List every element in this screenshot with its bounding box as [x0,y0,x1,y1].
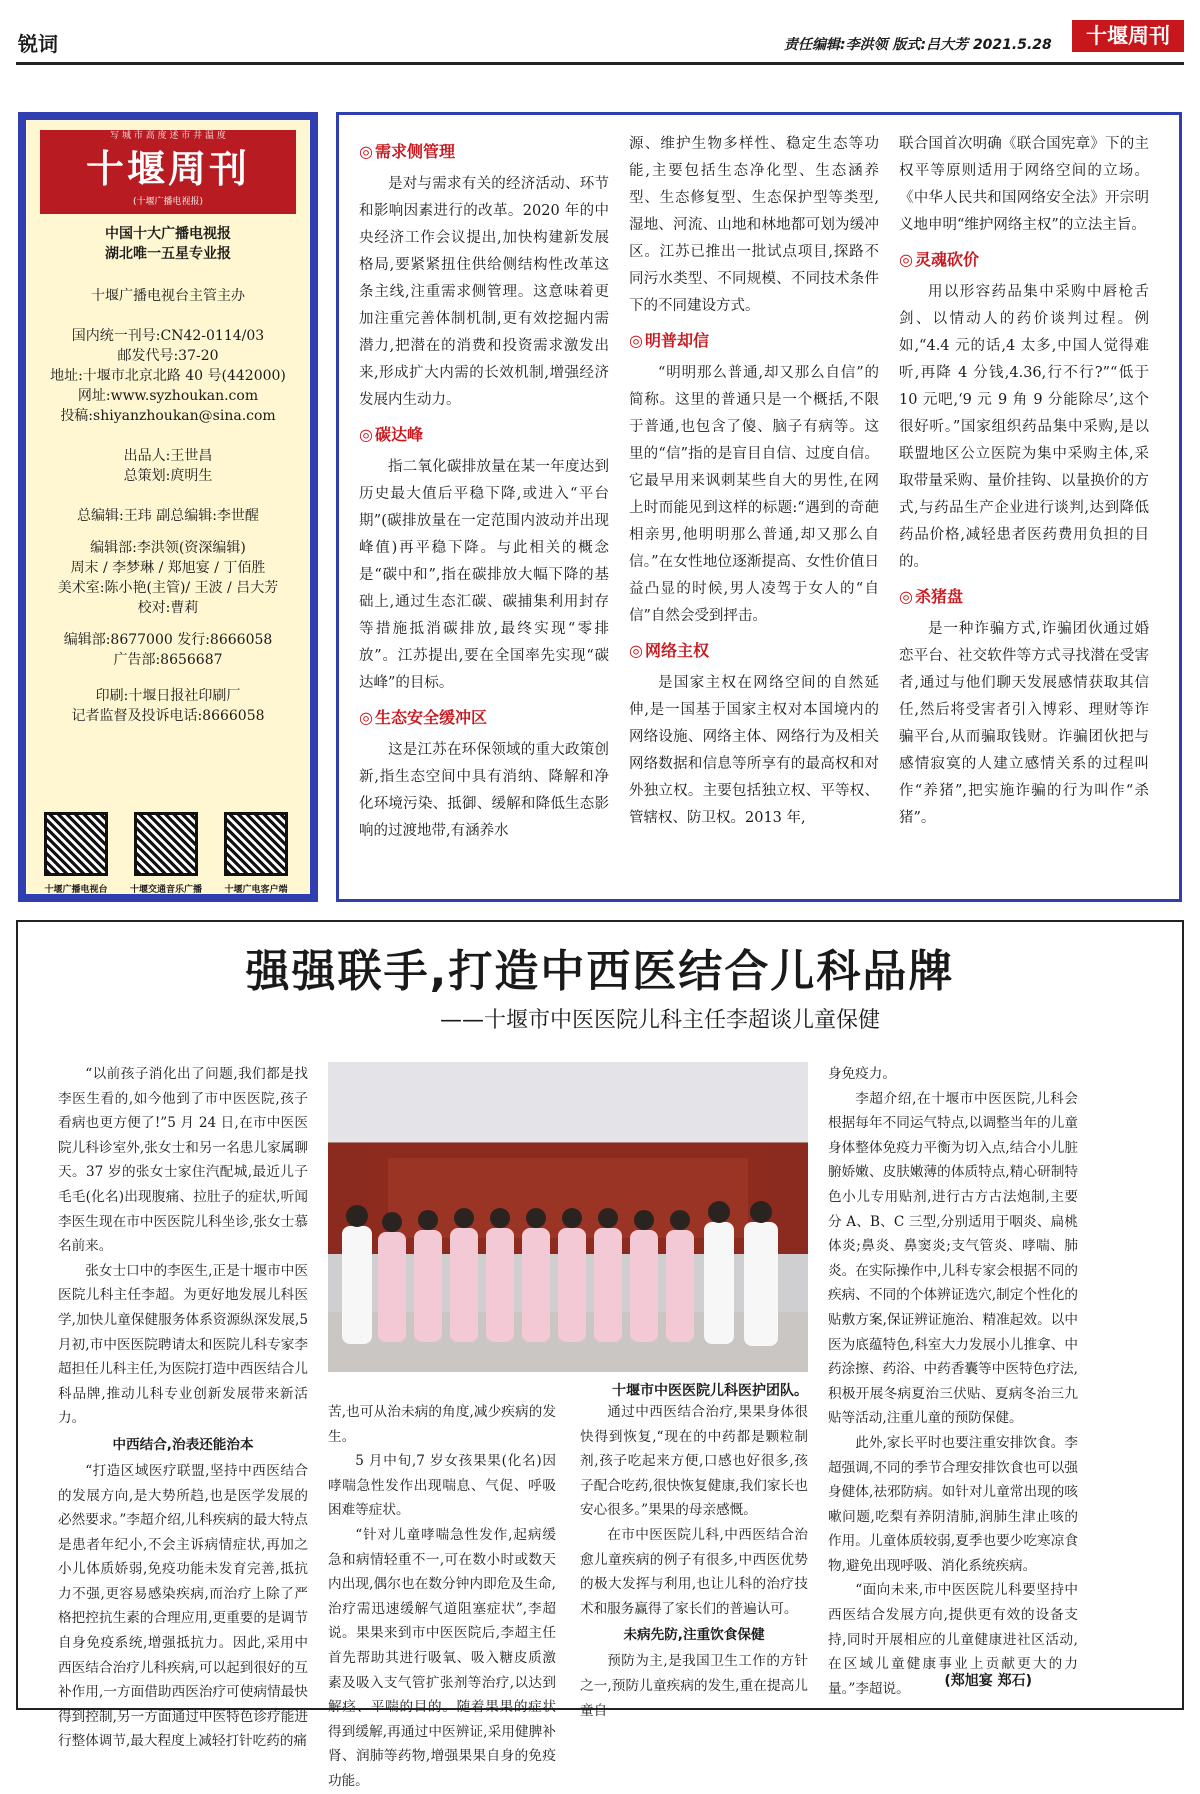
team-photo [328,1062,808,1372]
art-dept: 美术室:陈小艳(主管)/ 王波 / 吕大芳 [57,580,279,596]
article-column-2 [328,1400,556,1794]
address: 地址:十堰市北京北路 40 号(442000) [50,368,286,384]
term-definition: 指二氧化碳排放量在某一年度达到历史最大值后平稳下降,或进入“平台期”(碳排放量在一定范围内波动并出现峰值)再平稳下降。与此相关的概念是“碳中和”,指在碳排放大幅下降的基础上,通过生态汇碳、碳捕集利用封存等措施抵消碳排放,最终实现“零排放”。江苏提出,要在全国率先实现“碳达峰”的目标。 [359,459,609,691]
article-paragraph: 通过中西医结合治疗,果果身体很快得到恢复,“现在的中药都是颗粒制剂,孩子吃起来方便,口感也好很多,孩子配合吃药,很快恢复健康,我们家长也安心很多。”果果的母亲感慨。 [580,1404,808,1519]
term-definition: 这是江苏在环保领域的重大政策创新,指生态空间中具有消纳、降解和净化环境污染、抵御、缓解和降低生态影响的过渡地带,有涵养水 [359,742,609,839]
term-definition: 是一种诈骗方式,诈骗团伙通过婚恋平台、社交软件等方式寻找潜在受害者,通过与他们聊天发展感情获取其信任,然后将受害者引入博彩、理财等诈骗平台,从而骗取钱财。诈骗团伙把与感情寂寞的人建立感情关系的过程叫作“养猪”,把实施诈骗的行为叫作“杀猪”。 [899,621,1149,826]
term-heading: ◎ 明普却信 [629,324,879,358]
complaint-line: 记者监督及投诉电话:8666058 [71,708,265,724]
planner: 总策划:庹明生 [123,468,213,484]
website: 网址:www.syzhoukan.com [77,388,259,404]
term-definition: 联合国首次明确《联合国宪章》下的主权平等原则适用于网络空间的立场。《中华人民共和国网络安全法》开宗明义地申明“维护网络主权”的立法主旨。 [899,136,1149,233]
phone-line-2: 广告部:8656687 [113,652,223,668]
producer: 出品人:王世昌 [123,448,213,464]
qr-code-icon[interactable] [224,812,288,876]
chief-editors: 总编辑:王玮 副总编辑:李世醒 [77,508,259,524]
printer: 印刷:十堰日报社印刷厂 [95,688,241,704]
article-subtitle: ——十堰市中医医院儿科主任李超谈儿童保健 [439,1008,880,1033]
term-definition: 用以形容药品集中采购中唇枪舌剑、以情动人的药价谈判过程。例如,“4.4 元的话,4 太多,中国人觉得难听,再降 4 分钱,4.36,行不行?”“低于 10 元吧,‘9 元 9 角 9 分能除尽’,这个很好听。”国家组织药品集中采购,是以联盟地区公立医院为集中采购主体,采取带量采购、量价挂钩、以量换价的方式,与药品生产企业进行谈判,达到降低药品价格,减轻患者医药费用负担的目的。 [899,284,1149,570]
dept-editors: 编辑部:李洪领(资深编辑) [90,540,246,556]
logo-tagline: 写 城 市 高 度 述 市 井 温 度 [110,131,226,141]
term-heading: ◎ 碳达峰 [359,418,609,452]
article-column-1 [58,1062,308,1754]
article-paragraph: 身免疫力。 [828,1066,896,1082]
section-name: 锐词 [18,32,58,56]
article-paragraph: “打造区域医疗联盟,坚持中西医结合的发展方向,是大势所趋,也是医学发展的必然要求。”李超介绍,儿科疾病的最大特点是患者年纪小,不会主诉病情症状,再加之小儿体质娇弱,免疫功能未发育完善,抵抗力不强,更容易感染疾病,而治疗上除了严格把控抗生素的合理应用,更重要的是调节自身免疫系统,增强抵抗力。因此,采用中西医结合治疗儿科疾病,可以起到很好的互补作用,一方面借助西医治疗可使病情最快得到控制,另一方面通过中医特色诊疗能进行整体调节,最大程度上减轻打针吃药的痛 [58,1462,308,1750]
slogan-1: 中国十大广播电视报 [105,226,231,242]
term-heading: ◎ 杀猪盘 [899,580,1149,614]
cn-number: 国内统一刊号:CN42-0114/03 [71,328,265,344]
term-definition: 是国家主权在网络空间的自然延伸,是一国基于国家主权对本国境内的网络设施、网络主体、网络行为及相关网络数据和信息等所享有的最高权和对外独立权。主要包括独立权、平等权、管辖权、防卫权。2013 年, [629,675,879,826]
feature-article [16,920,1184,1789]
postal-code: 邮发代号:37-20 [117,348,219,364]
term-heading: ◎ 生态安全缓冲区 [359,701,609,735]
article-subheading: 中西结合,治表还能治本 [112,1436,254,1453]
masthead-logo [40,130,296,214]
article-paragraph: 预防为主,是我国卫生工作的方针之一,预防儿童疾病的发生,重在提高儿童自 [580,1653,808,1719]
term-definition: 源、维护生物多样性、稳定生态等功能,主要包括生态净化型、生态涵养型、生态修复型、生态保护型等类型,湿地、河流、山地和林地都可划为缓冲区。江苏已推出一批试点项目,探路不同污水类型、不同规模、不同技术条件下的不同建设方式。 [629,136,879,314]
logo-name: 十堰周刊 [85,147,250,191]
article-column-4 [828,1062,1078,1701]
article-byline: (郑旭宴 郑石) [944,1673,1032,1689]
article-paragraph: 张女士口中的李医生,正是十堰市中医医院儿科主任李超。为更好地发展儿科医学,加快儿童保健服务体系资源纵深发展,5 月初,市中医医院聘请太和医院儿科专家李超担任儿科主任,为医院打造中西医结合儿科品牌,推动儿科专业创新发展带来新活力。 [58,1262,308,1427]
header-logo: 十堰周刊 [1072,20,1184,52]
glossary-column-2 [629,131,879,832]
glossary-column-3 [899,131,1149,832]
article-paragraph: 5 月中旬,7 岁女孩果果(化名)因哮喘急性发作出现喘息、气促、呼吸困难等症状。 [328,1453,556,1519]
email: 投稿:shiyanzhoukan@sina.com [60,408,276,424]
article-paragraph: “面向未来,市中医医院儿科要坚持中西医结合发展方向,提供更有效的设备支持,同时开展相应的儿童健康进社区活动,在区域儿童健康事业上贡献更大的力量。”李超说。 [828,1582,1078,1697]
qr-label-2: 十堰交通音乐广播 [129,885,202,895]
slogan-2: 湖北唯一五星专业报 [105,246,231,262]
phone-line-1: 编辑部:8677000 发行:8666058 [63,632,273,648]
logo-subtitle: (十堰广播电视报) [132,197,204,207]
article-paragraph: 此外,家长平时也要注重安排饮食。李超强调,不同的季节合理安排饮食也可以强身健体,祛邪防病。如针对儿童常出现的咳嗽问题,吃梨有养阴清肺,润肺生津止咳的作用。儿童体质较弱,夏季也要少吃寒凉食物,避免出现呼吸、消化系统疾病。 [828,1434,1078,1574]
term-heading: ◎ 需求侧管理 [359,135,609,169]
sponsor: 十堰广播电视台主管主办 [91,288,245,304]
term-definition: 是对与需求有关的经济活动、环节和影响因素进行的改革。2020 年的中央经济工作会议提出,加快构建新发展格局,要紧紧扭住供给侧结构性改革这条主线,注重需求侧管理。这意味着更加注重完善体制机制,更有效挖掘内需潜力,把潜在的消费和投资需求激发出来,形成扩大内需的长效机制,增强经济发展内生动力。 [359,176,609,408]
article-paragraph: 在市中医医院儿科,中西医结合治愈儿童疾病的例子有很多,中西医优势的极大发挥与利用,也让儿科的治疗技术和服务赢得了家长们的普遍认可。 [580,1526,808,1617]
qr-label-3: 十堰广电客户端 [224,885,288,895]
masthead-panel [18,112,318,902]
dept-staff: 周末 / 李梦琳 / 郑旭宴 / 丁佰胜 [70,560,266,576]
article-paragraph: “以前孩子消化出了问题,我们都是找李医生看的,如今他到了市中医医院,孩子看病也更方便了!”5 月 24 日,在市中医医院儿科诊室外,张女士和另一名患儿家属聊天。37 岁的张女士家住汽配城,最近儿子毛毛(化名)出现腹痛、拉肚子的症状,听闻李医生现在市中医医院儿科坐诊,张女士慕名前来。 [58,1066,308,1255]
article-paragraph: 苦,也可从治未病的角度,减少疾病的发生。 [328,1404,556,1445]
glossary-box [336,112,1182,902]
qr-code-icon[interactable] [44,812,108,876]
term-heading: ◎ 网络主权 [629,634,879,668]
term-heading: ◎ 灵魂砍价 [899,243,1149,277]
team-photo-illustration [328,1062,808,1372]
article-subheading: 未病先防,注重饮食保健 [623,1627,765,1644]
article-title: 强强联手,打造中西医结合儿科品牌 [245,946,955,997]
header-rule [16,62,1184,65]
qr-code-icon[interactable] [134,812,198,876]
editor-credits: 责任编辑:李洪领 版式:吕大芳 2021.5.28 [784,37,1052,53]
glossary-column-1 [359,131,609,845]
article-column-3 [580,1400,808,1723]
proofreader: 校对:曹莉 [137,600,199,616]
qr-label-1: 十堰广播电视台 [44,885,108,895]
photo-caption: 十堰市中医医院儿科医护团队。 [612,1383,808,1399]
article-paragraph: “针对儿童哮喘急性发作,起病缓急和病情轻重不一,可在数小时或数天内出现,偶尔也在数分钟内即危及生命,治疗需迅速缓解气道阻塞症状”,李超说。果果来到市中医医院后,李超主任首先帮助其进行吸氧、吸入糖皮质激素及吸入支气管扩张剂等治疗,以达到解痉、平喘的目的。随着果果的症状得到缓解,再通过中医辨证,采用健脾补肾、润肺等药物,增强果果自身的免疫功能。 [328,1526,556,1789]
term-definition: “明明那么普通,却又那么自信”的简称。这里的普通只是一个概括,不限于普通,也包含了傻、脑子有病等。这里的“信”指的是盲目自信、过度自信。它最早用来讽刺某些自大的男性,在网上时而能见到这样的标题:“遇到的奇葩相亲男,他明明那么普通,却又那么自信。”在女性地位逐渐提高、女性价值日益凸显的时候,男人凌驾于女人的“自信”自然会受到抨击。 [629,365,879,624]
article-paragraph: 李超介绍,在十堰市中医医院,儿科会根据每年不同运气特点,以调整当年的儿童身体整体免疫力平衡为切入点,结合小儿脏腑娇嫩、皮肤嫩薄的体质特点,精心研制特色小儿专用贴剂,进行古方古法炮制,主要分 A、B、C 三型,分别适用于咽炎、扁桃体炎;鼻炎、鼻窦炎;支气管炎、哮喘、肺炎。在实际操作中,儿科专家会根据不同的疾病、不同的个体辨证选穴,制定个性化的贴敷方案,保证辨证施治、精准起效。以中医为底蕴特色,科室大力发展小儿推拿、中药涂擦、药浴、中药香囊等中医特色疗法,积极开展冬病夏治三伏贴、夏病冬治三九贴等活动,注重儿童的预防保健。 [828,1090,1078,1427]
